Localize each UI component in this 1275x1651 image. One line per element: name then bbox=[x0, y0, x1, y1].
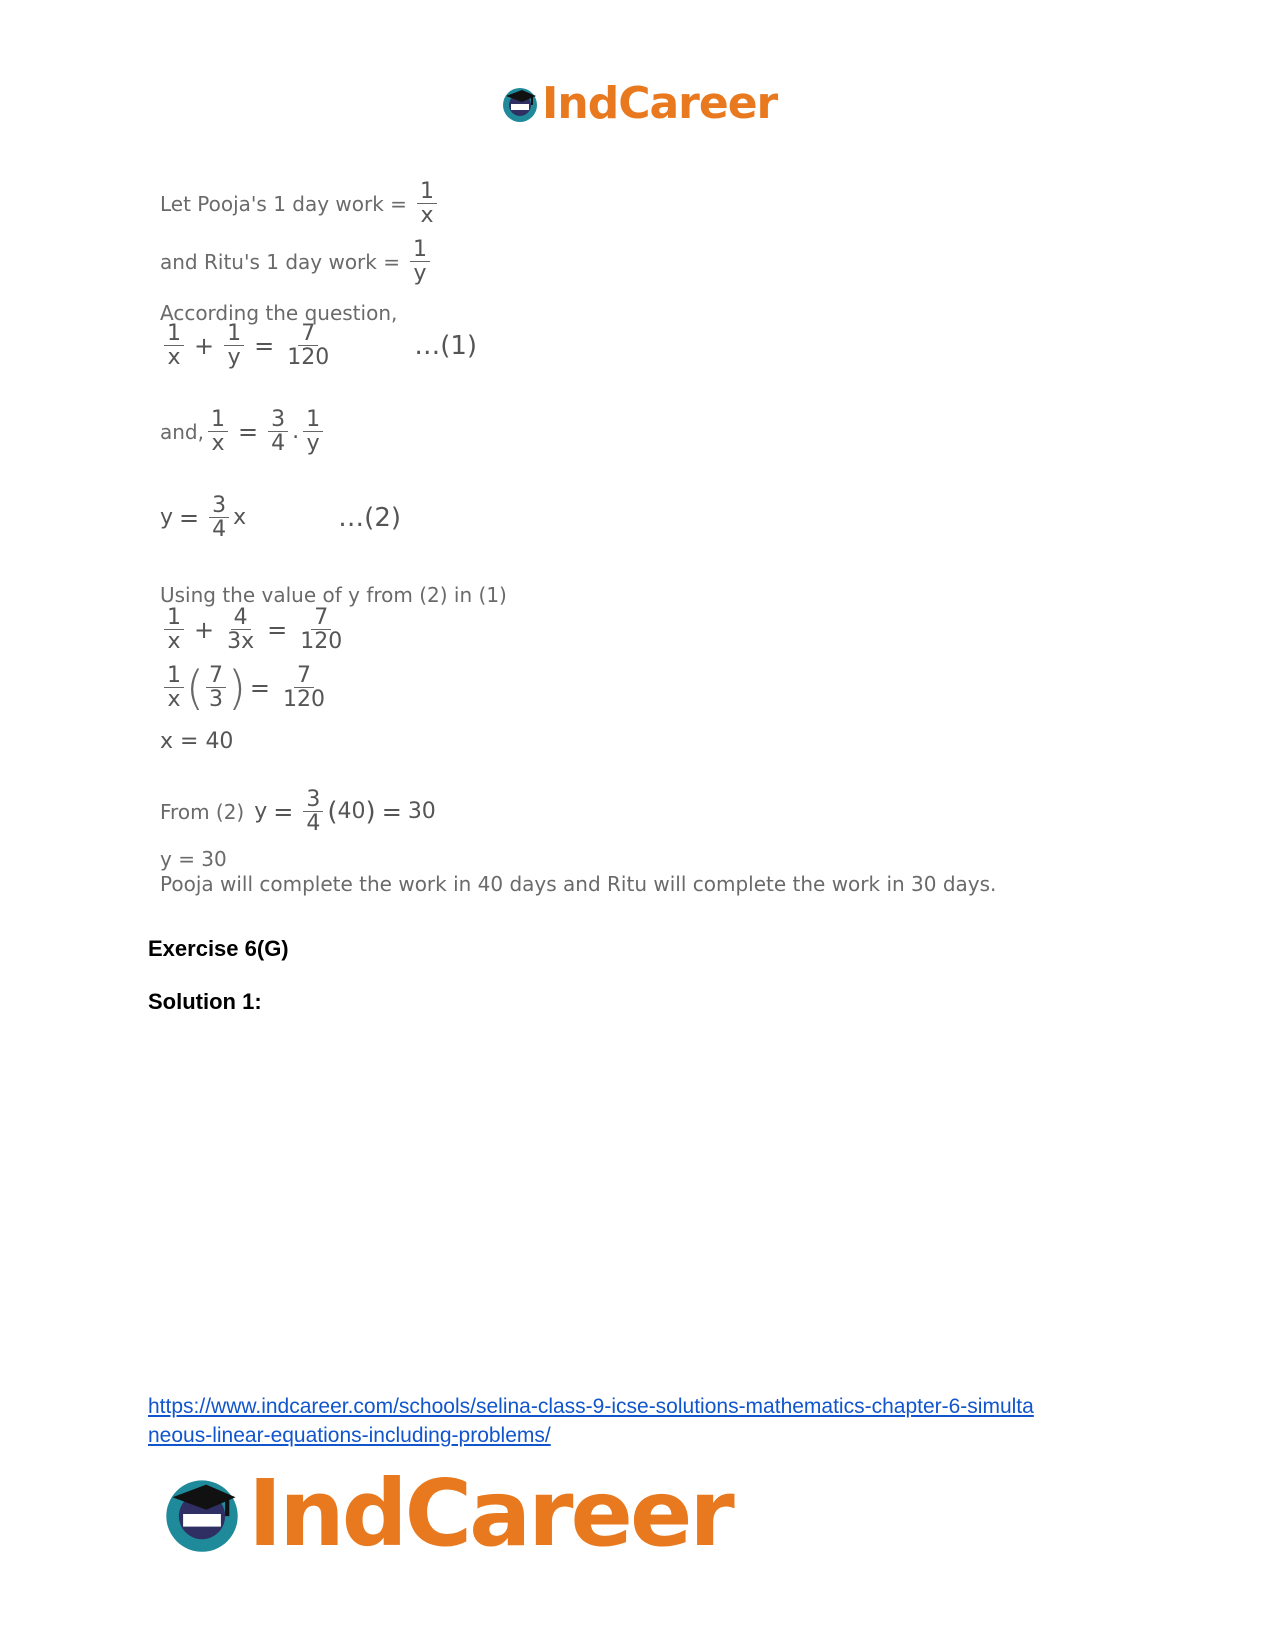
graduation-cap-globe-icon bbox=[160, 1472, 244, 1556]
y-result: y = 30 bbox=[160, 847, 227, 871]
fraction: $\frac{1}{y}$ bbox=[410, 238, 430, 285]
graduation-cap-globe-icon bbox=[500, 84, 540, 124]
equation-1: $\frac{1}{x}$ + $\frac{1}{y}$ = $\frac{7}{120}$ …(1) bbox=[160, 322, 477, 369]
y-calculation: From (2) y = $\frac{3}{4}$ ( 40 ) = 30 bbox=[160, 787, 436, 837]
solution-heading: Solution 1: bbox=[148, 989, 262, 1014]
footer-logo-text: IndCareer bbox=[248, 1460, 732, 1567]
x-result: x = 40 bbox=[160, 728, 234, 754]
substitution-equation: $\frac{1}{x}$ + $\frac{4}{3x}$ = $\frac{7}{120}$ bbox=[160, 606, 349, 653]
ritu-work-line: and Ritu's 1 day work = $\frac{1}{y}$ bbox=[160, 238, 434, 285]
source-link[interactable]: https://www.indcareer.com/schools/selina-class-9-icse-solutions-mathematics-chapter-6-simulta neous-linear-equations-including-problems/ bbox=[148, 1395, 1034, 1447]
header-logo bbox=[500, 78, 777, 129]
using-line: Using the value of y from (2) in (1) bbox=[160, 583, 507, 607]
pooja-work-line: Let Pooja's 1 day work = $\frac{1}{x}$ bbox=[160, 180, 441, 227]
conclusion: Pooja will complete the work in 40 days and Ritu will complete the work in 30 days. bbox=[160, 872, 997, 896]
equation-and: and, $\frac{1}{x}$ = $\frac{3}{4}$ . $\frac{1}{y}$ bbox=[160, 408, 327, 455]
footer-logo bbox=[160, 1460, 732, 1567]
fraction: $\frac{1}{x}$ bbox=[417, 180, 437, 227]
exercise-heading: Exercise 6(G) bbox=[148, 936, 289, 961]
simplified-equation: $\frac{1}{x}$ ( $\frac{7}{3}$ ) = $\frac{7}{120}$ bbox=[160, 664, 332, 711]
equation-tag-2: …(2) bbox=[338, 502, 402, 533]
header-logo-text: IndCareer bbox=[542, 78, 778, 129]
equation-2: y = $\frac{3}{4}$ x …(2) bbox=[160, 493, 402, 543]
equation-tag-1: …(1) bbox=[414, 330, 478, 361]
according-line: According the question, bbox=[160, 301, 398, 325]
